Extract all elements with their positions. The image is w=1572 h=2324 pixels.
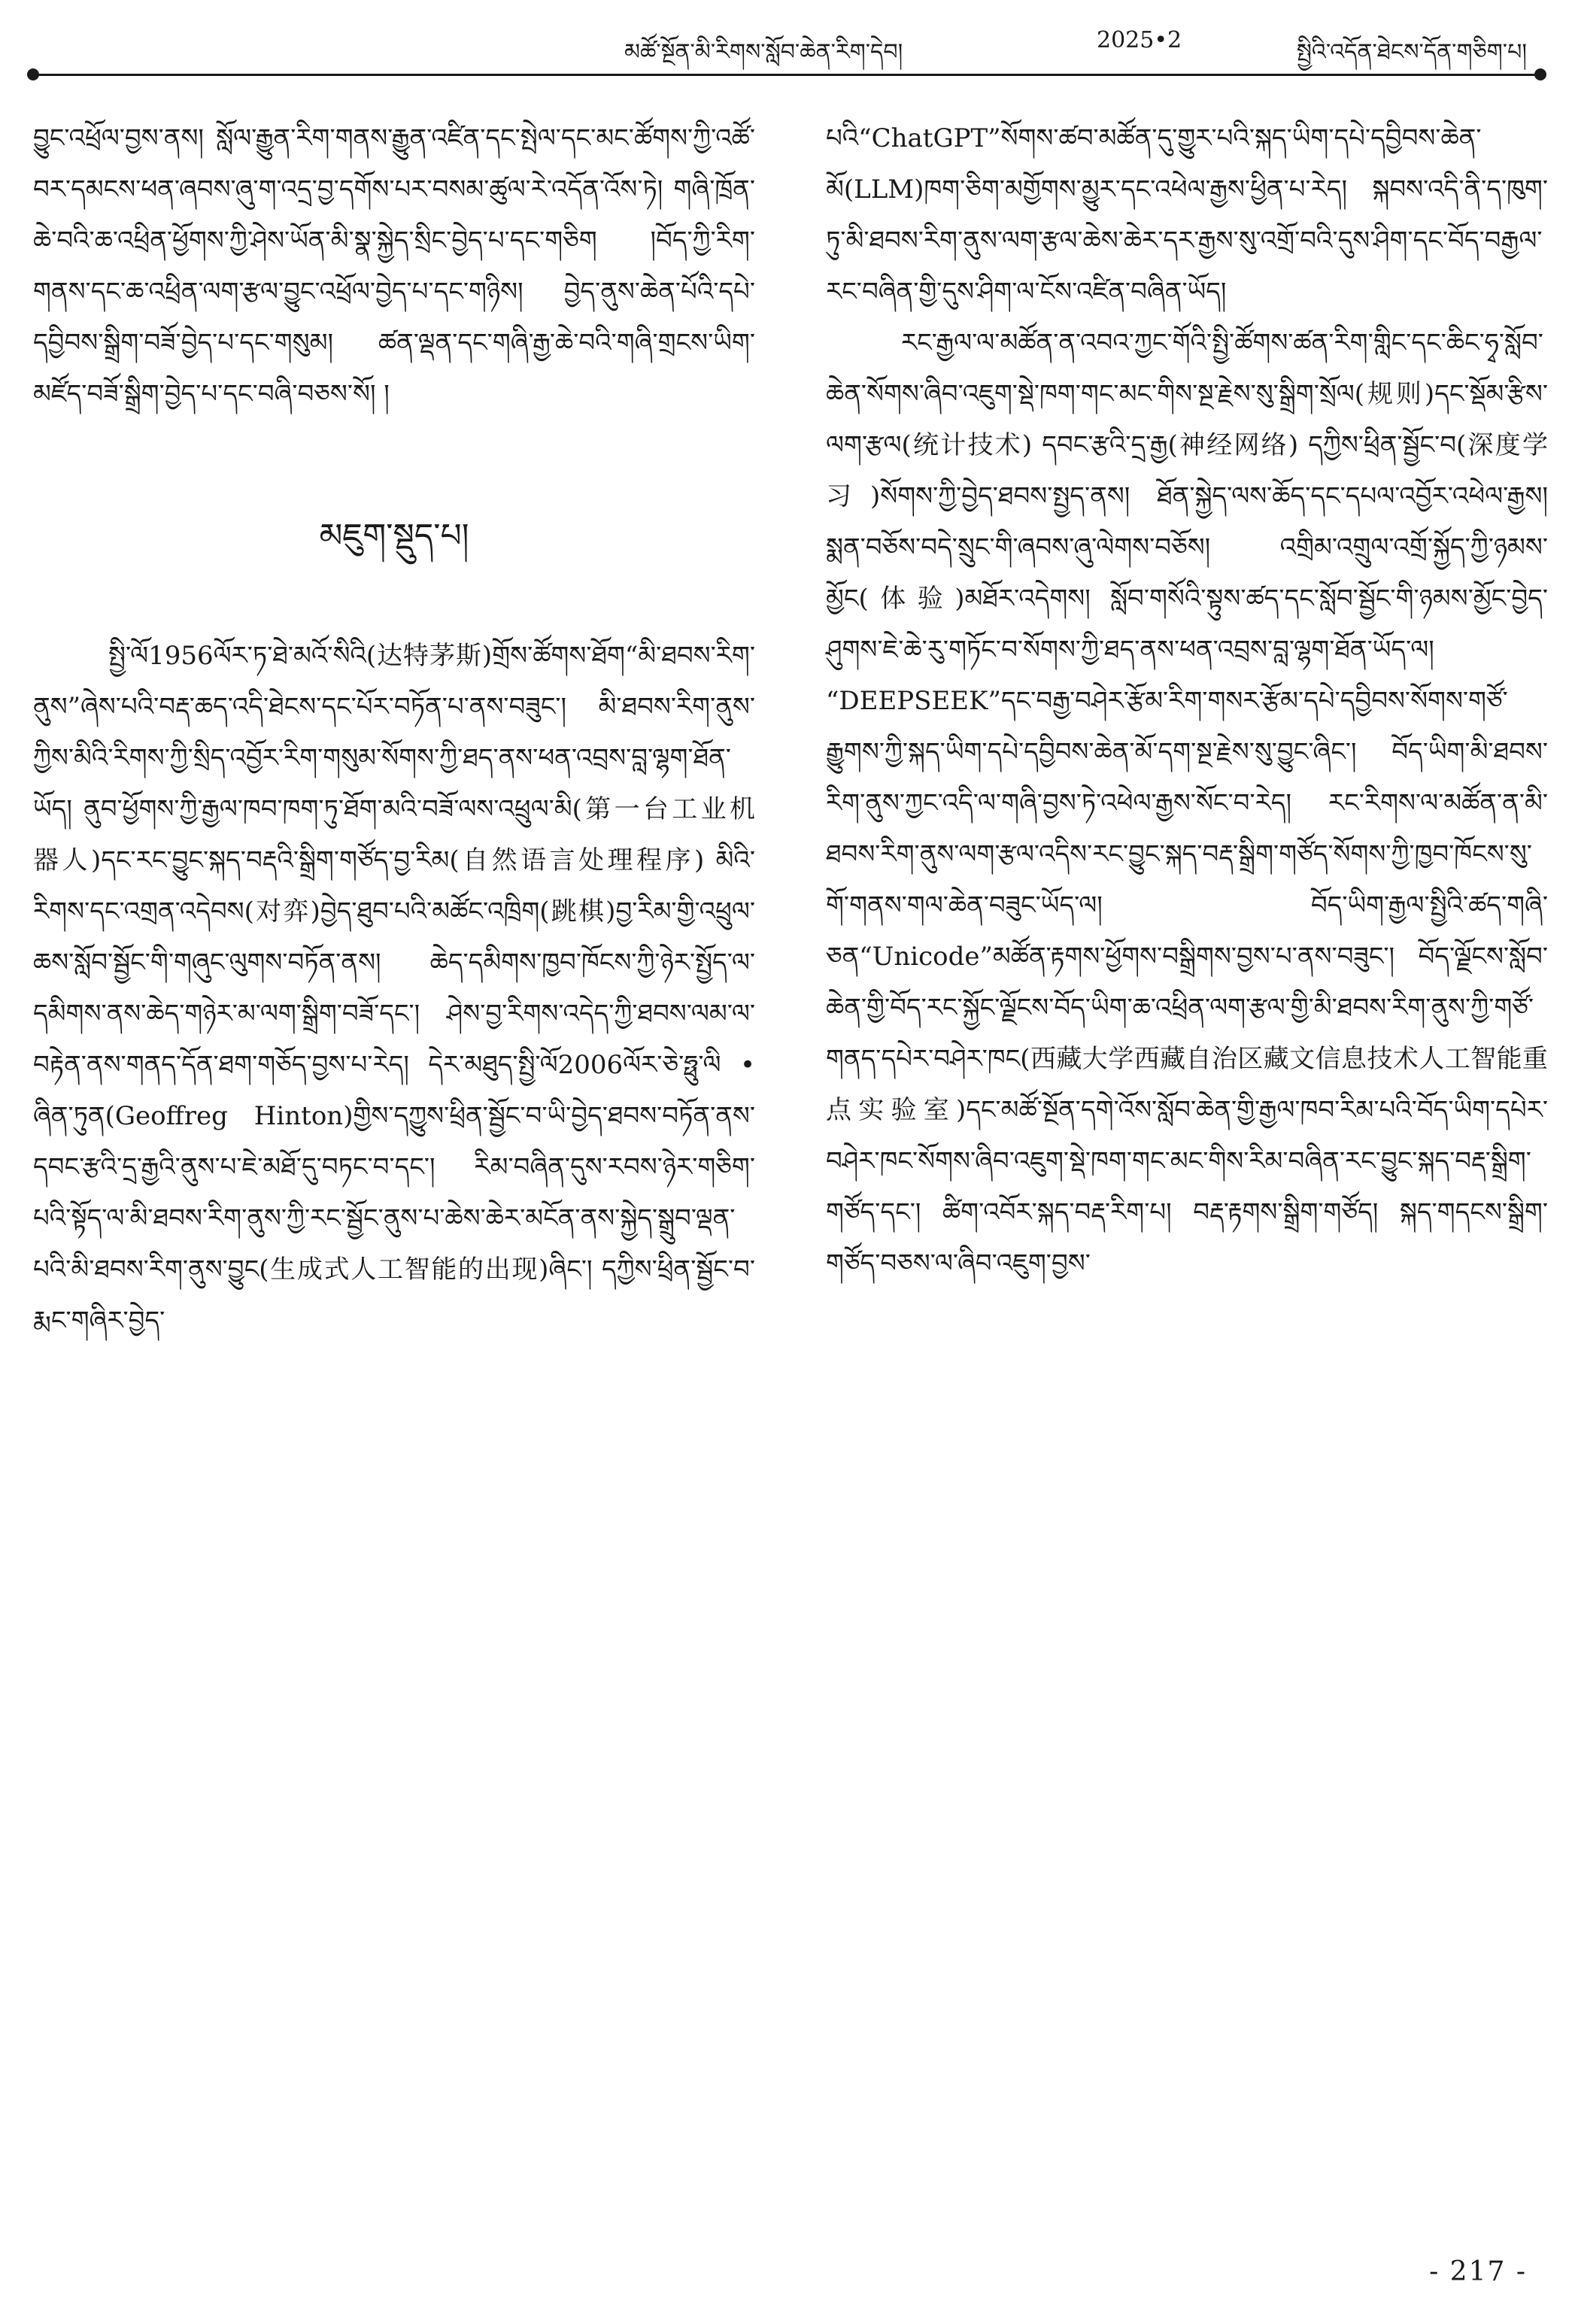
page-number: - 217 - bbox=[1429, 2256, 1527, 2287]
left-paragraph-1: བྱུང་འཕྲོལ་བྱས་ནས། སློལ་རྒྱུན་རིག་གནས་རྒྱུན་འཛིན་དང་སྤེལ་དང་མང་ཚོགས་ཀྱི་འཚོ་བར་དམངས་ཕན་ཞབས་ཞུ་ག་འདྲ་བྱ་དགོས་པར་བསམ་ཚུལ་རེ་འདོན་འོས་ཏེ། གཞི་ཁྲོན་ཆེ་བའི་ཆ་འཕྲིན་ཕྱོགས་ཀྱི་ཤེས་ཡོན་མི་སྣ་སྐྱེད་སྲིང་བྱེད་པ་དང་གཅིག །བོད་ཀྱི་རིག་གནས་དང་ཆ་འཕྲིན་ལག་རྩལ་བྱུང་འཕྲོལ་བྱེད་པ་དང་གཉིས། བྱེད་ནུས་ཆེན་པོའི་དཔེ་དབྱིབས་སྒྲིག་བཟོ་བྱེད་པ་དང་གསུམ། ཚན་ལྡན་དང་གཞི་རྒྱ་ཆེ་བའི་གཞི་གྲངས་ཡིག་མཛོད་བཟོ་སྒྲིག་བྱེད་པ་དང་བཞི་བཅས་སོ། ། bbox=[33, 123, 755, 409]
page-header bbox=[30, 17, 1542, 65]
section-label: སྤྱིའི་འདོན་ཐེངས་དོན་གཅིག་པ། bbox=[1296, 39, 1527, 65]
issue-number: 2025•2 bbox=[1097, 27, 1182, 53]
left-column bbox=[33, 113, 755, 1346]
right-paragraph-2: རང་རྒྱལ་ལ་མཚོན་ན་འབའ་ཀྱང་གོའི་སྤྱི་ཚོགས་ཚན་རིག་གླིང་དང་ཆིང་ཧྭ་སློབ་ཆེན་སོགས་ཞིབ་འཇུག་སྡེ་ཁག་གང་མང་གིས་སྔ་རྗེས་སུ་སྒྲིག་སྲོལ(规则)དང་སྡོམ་རྩིས་ལག་རྩལ(统计技术) དབང་རྩའི་དྲ་རྒྱ(神经网络) དཀྱིས་ཕྲིན་སྦྱོང་བ(深度学习)སོགས་ཀྱི་བྱེད་ཐབས་སྤྱད་ནས། ཐོན་སྐྱེད་ལས་ཆོད་དང་དཔལ་འབྱོར་འཕེལ་རྒྱས། སྨན་བཅོས་བདེ་སྲུང་གི་ཞབས་ཞུ་ལེགས་བཅོས། འགྲིམ་འགྲུལ་འགྲོ་སྐྱོད་ཀྱི་ཉམས་མྱོང(体验)མཐོར་འདེགས། སློབ་གསོའི་སྟུས་ཚད་དང་སློབ་སྦྱོང་གི་ཉམས་མྱོང་བྱེད་ཤུགས་ཇེ་ཆེ་རུ་གཏོང་བ་སོགས་ཀྱི་ཐད་ནས་ཕན་འབྲས་བླ་ལྷག་ཐོན་ཡོད་ལ། “DEEPSEEK”དང་བརྒྱ་བཤེར་རྩོམ་རིག་གསར་རྩོམ་དཔེ་དབྱིབས་སོགས་གཙོ་རྒྱུགས་ཀྱི་སྐད་ཡིག་དཔེ་དབྱིབས་ཆེན་མོ་དག་སྔ་རྗེས་སུ་བྱུང་ཞིང་། བོད་ཡིག་མི་ཐབས་རིག་ནུས་ཀྱང་འདི་ལ་གཞི་བྱས་ཏེ་འཕེལ་རྒྱས་སོང་བ་རེད། རང་རིགས་ལ་མཚོན་ན་མི་ཐབས་རིག་ནུས་ལག་རྩལ་འདིས་རང་བྱུང་སྐད་བརྡ་སྒྲིག་གཙོད་སོགས་ཀྱི་ཁྱབ་ཁོངས་སུ་གོ་གནས་གལ་ཆེན་བཟུང་ཡོད་ལ། བོད་ཡིག་རྒྱལ་སྤྱིའི་ཚད་གཞི་ཅན“Unicode”མཚོན་རྟགས་ཕྱོགས་བསྒྲིགས་བྱས་པ་ནས་བཟུང་། བོད་ལྗོངས་སློབ་ཆེན་གྱི་བོད་རང་སྐྱོང་ལྗོངས་བོད་ཡིག་ཆ་འཕྲིན་ལག་རྩལ་གྱི་མི་ཐབས་རིག་ནུས་ཀྱི་གཙོ་གནད་དཔེར་བཤེར་ཁང(西藏大学西藏自治区藏文信息技术人工智能重点实验室)དང་མཚོ་སྔོན་དགེ་འོས་སློབ་ཆེན་གྱི་རྒྱལ་ཁབ་རིམ་པའི་བོད་ཡིག་དཔེར་བཤེར་ཁང་སོགས་ཞིབ་འཇུག་སྡེ་ཁག་གང་མང་གིས་རིམ་བཞིན་རང་བྱུང་སྐད་བརྡ་སྒྲིག་གཙོད་དང་། ཚིག་འབོར་སྐད་བརྡ་རིག་པ། བརྡ་རྟགས་སྒྲིག་གཙོད། སྐད་གདངས་སྒྲིག་གཙོད་བཅས་ལ་ཞིབ་འཇུག་བྱས་ bbox=[826, 328, 1548, 1279]
header-rule bbox=[33, 74, 1540, 76]
journal-title: མཚོ་སྔོན་མི་རིགས་སློབ་ཆེན་རིག་དེབ། bbox=[624, 39, 903, 65]
left-paragraph-2: སྤྱི་ལོ1956ལོར་ཏ་ཐེ་མའོ་སིའི(达特茅斯)གྲོས་ཚོགས་ཐོག“མི་ཐབས་རིག་ནུས”ཞེས་པའི་བརྡ་ཆད་འདི་ཐེངས་དང་པོར་བཏོན་པ་ནས་བཟུང་། མི་ཐབས་རིག་ནུས་ཀྱིས་མིའི་རིགས་ཀྱི་སྲིད་འབྱོར་རིག་གསུམ་སོགས་ཀྱི་ཐད་ནས་ཕན་འབྲས་བླ་ལྷག་ཐོན་ཡོད། ནུབ་ཕྱོགས་ཀྱི་རྒྱལ་ཁབ་ཁག་ཏུ་ཐོག་མའི་བཟོ་ལས་འཕྲུལ་མི(第一台工业机器人)དང་རང་བྱུང་སྐད་བརྡའི་སྒྲིག་གཙོད་བྱ་རིམ(自然语言处理程序) མིའི་རིགས་དང་འགྲན་འདེབས(对弈)བྱེད་ཐུབ་པའི་མཚོང་འཁྲིག(跳棋)བྱ་རིམ་གྱི་འཕྲུལ་ཆས་སློབ་སྦྱོང་གི་གཞུང་ལུགས་བཏོན་ནས། ཆེད་དམིགས་ཁྱབ་ཁོངས་ཀྱི་ཉེར་སྤྱོད་ལ་དམིགས་ནས་ཆེད་གཉེར་མ་ལག་སྒྲིག་བཟོ་དང་། ཤེས་བྱ་རིགས་འདེད་ཀྱི་ཐབས་ལམ་ལ་བརྟེན་ནས་གནད་དོན་ཐག་གཅོད་བྱས་པ་རེད། དེར་མཐུད་སྤྱི་ལོ2006ལོར་ཅེ་ཧྥུ་ལི • ཞིན་ཏུན(Geoffreg Hinton)གྱིས་དཀྱུས་ཕྲིན་སྦྱོང་བ་ཡི་བྱེད་ཐབས་བཏོན་ནས་དབང་རྩའི་དྲ་རྒྱའི་ནུས་པ་ཇེ་མཐོ་དུ་བཏང་བ་དང་། རིམ་བཞིན་དུས་རབས་ཉེར་གཅིག་པའི་སྟོད་ལ་མི་ཐབས་རིག་ནུས་ཀྱི་རང་སྦྱོང་ནུས་པ་ཆེས་ཆེར་མངོན་ནས་སྐྱེད་སྒྲུབ་ལྡན་པའི་མི་ཐབས་རིག་ནུས་བྱུང(生成式人工智能的出现)ཞིང་། དཀྱིས་ཕྲིན་སྦྱོང་བ་རྨང་གཞིར་བྱེད་ bbox=[33, 641, 755, 1336]
right-column bbox=[826, 113, 1548, 1289]
right-paragraph-1: པའི“ChatGPT”སོགས་ཚབ་མཚོན་དུ་གྱུར་པའི་སྐད་ཡིག་དཔེ་དབྱིབས་ཆེན་མོ(LLM)ཁག་ཅིག་མགྱོགས་མྱུར་དང་འཕེལ་རྒྱས་ཕྱིན་པ་རེད། སྐབས་འདི་ནི་ད་ཁུག་ཏུ་མི་ཐབས་རིག་ནུས་ལག་རྩལ་ཆེས་ཆེར་དར་རྒྱས་སུ་འགྲོ་བའི་དུས་ཤིག་དང་བོད་བརྒྱལ་རང་བཞིན་གྱི་དུས་ཤིག་ལ་ངོས་འཛིན་བཞིན་ཡོད། bbox=[826, 123, 1548, 307]
section-heading: མཇུག་སྡུད་པ། bbox=[319, 517, 469, 555]
header-rule-right-dot bbox=[1534, 68, 1546, 80]
